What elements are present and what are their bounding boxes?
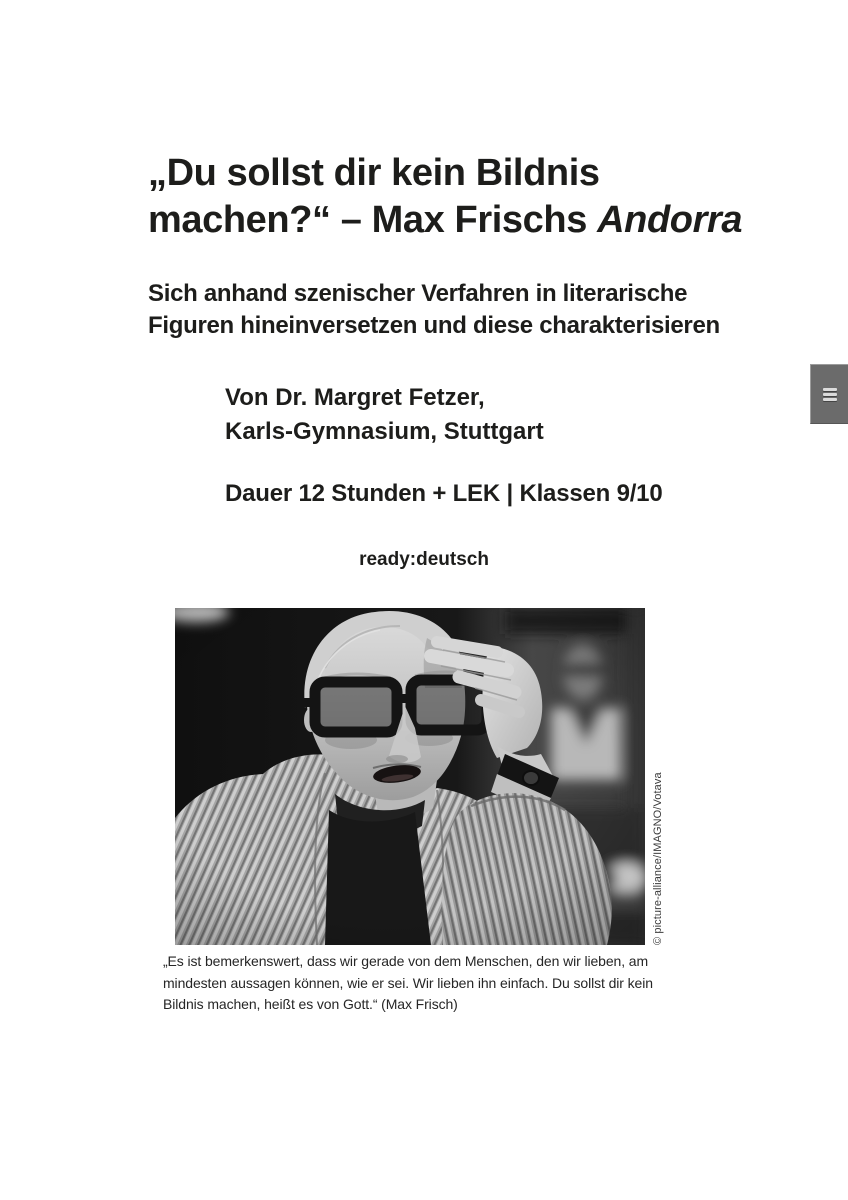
page-title (148, 150, 742, 244)
title-line-1: „Du sollst dir kein Bildnis (148, 152, 600, 194)
photo-credit: © picture-alliance/IMAGNO/Votava (652, 772, 664, 945)
brand-label: ready:deutsch (359, 549, 489, 570)
caption-line-2: mindesten aussagen können, wie er sei. Wir lieben ihn einfach. Du sollst dir kein (163, 974, 653, 991)
photo-max-frisch (175, 608, 645, 945)
title-work-name: Andorra (597, 199, 743, 241)
max-frisch-portrait-illustration (175, 608, 645, 945)
subtitle-line-1: Sich anhand szenischer Verfahren in literarische (148, 280, 688, 307)
menu-icon (823, 388, 837, 401)
byline-school: Karls-Gymnasium, Stuttgart (225, 418, 544, 445)
byline (225, 381, 544, 449)
caption-line-1: „Es ist bemerkenswert, dass wir gerade von dem Menschen, den wir lieben, am (163, 953, 649, 969)
course-info: Dauer 12 Stunden + LEK | Klassen 9/10 (225, 480, 663, 507)
caption-line-3: Bildnis machen, heißt es von Gott.“ (Max Frisch) (163, 996, 458, 1012)
photo-caption (163, 951, 691, 1016)
title-line-2-text: machen?“ – Max Frischs (148, 199, 587, 241)
byline-author: Von Dr. Margret Fetzer, (225, 384, 485, 411)
subtitle-line-2: Figuren hineinversetzen und diese charakterisieren (148, 312, 720, 339)
menu-icon-bar (823, 393, 837, 396)
subtitle (148, 278, 720, 342)
menu-icon-bar (823, 398, 837, 401)
menu-icon-bar (823, 388, 837, 391)
side-register-tab (810, 364, 848, 424)
title-line-2 (148, 197, 742, 244)
